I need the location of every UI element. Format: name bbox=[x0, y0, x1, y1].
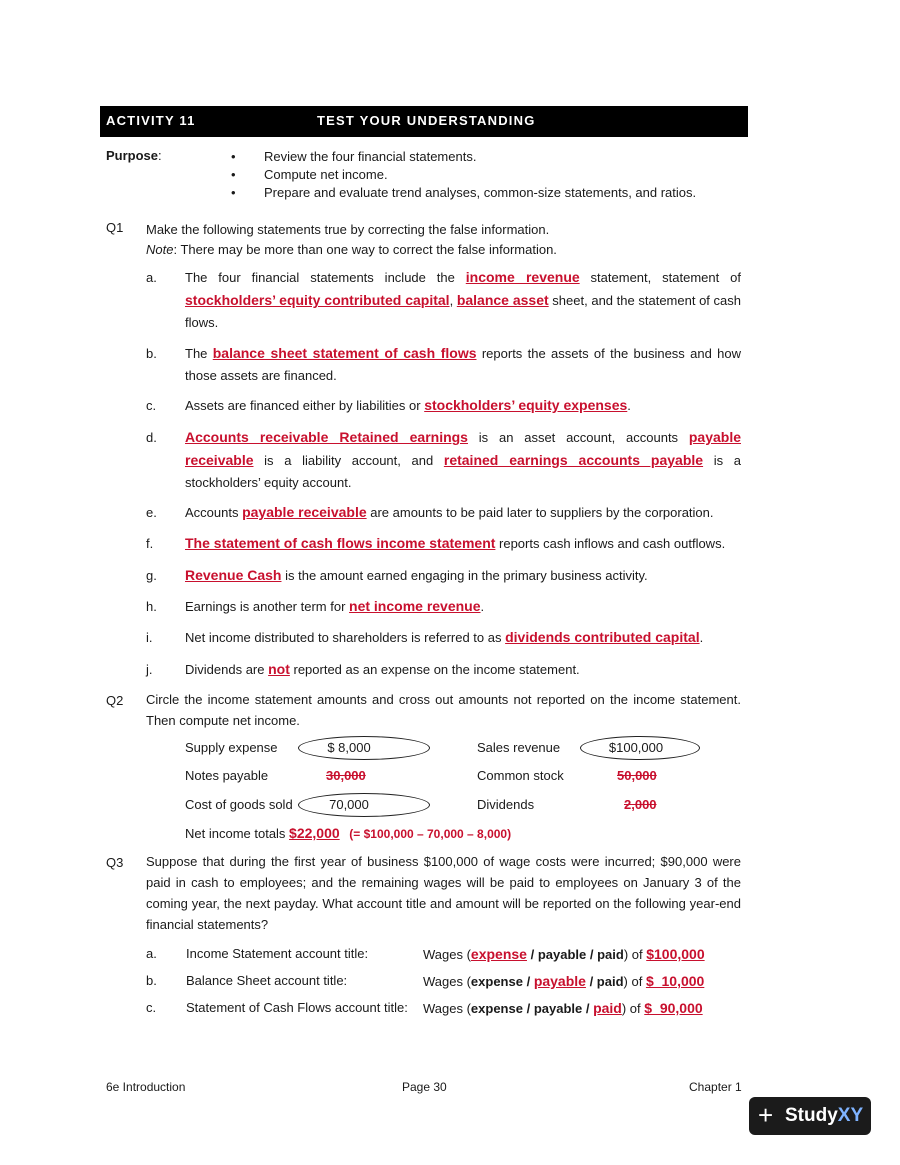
q1-number: Q1 bbox=[106, 220, 124, 235]
q1-item-f: The statement of cash flows income statement reports cash inflows and cash outflows. bbox=[185, 535, 726, 551]
q1-item-j: Dividends are not reported as an expense on the income statement. bbox=[185, 661, 580, 677]
q1-item-g: Revenue Cash is the amount earned engaging in the primary business activity. bbox=[185, 567, 648, 583]
q3-number: Q3 bbox=[106, 855, 124, 870]
supply-expense-circle: $ 8,000 bbox=[298, 736, 430, 760]
q2-instructions: Circle the income statement amounts and cross out amounts not reported on the income statement. Then compute net income. bbox=[146, 692, 741, 728]
logo-text: StudyXY bbox=[785, 1105, 864, 1126]
footer-left: 6e Introduction bbox=[106, 1080, 186, 1094]
purpose-label: Purpose: bbox=[106, 148, 162, 163]
item-letter: h. bbox=[146, 599, 157, 614]
q2-number: Q2 bbox=[106, 693, 124, 708]
net-income-line: Net income totals $22,000 (= $100,000 – 70,000 – 8,000) bbox=[185, 825, 512, 841]
dividends-struck: 2,000 bbox=[624, 797, 657, 812]
q1-item-e: Accounts payable receivable are amounts to be paid later to suppliers by the corporation. bbox=[185, 504, 714, 520]
footer-right: Chapter 1 bbox=[689, 1080, 742, 1094]
q1-item-c: Assets are financed either by liabilities or stockholders’ equity expenses. bbox=[185, 397, 631, 413]
purpose-item: • Compute net income. bbox=[231, 167, 388, 182]
item-letter: c. bbox=[146, 398, 157, 413]
sales-revenue-circle: $100,000 bbox=[580, 736, 700, 760]
cogs-label: Cost of goods sold bbox=[185, 797, 293, 812]
purpose-list bbox=[231, 148, 696, 202]
studyxy-logo[interactable] bbox=[749, 1097, 871, 1135]
q1-instructions: Make the following statements true by correcting the false information. Note: There may be more than one way to correct the false information. bbox=[146, 222, 557, 257]
dividends-label: Dividends bbox=[477, 797, 535, 812]
common-stock-label: Common stock bbox=[477, 768, 564, 783]
supply-expense-label: Supply expense bbox=[185, 740, 278, 755]
item-letter: e. bbox=[146, 505, 157, 520]
q1-item-a: The four financial statements include the income revenue statement, statement of stockholders’ equity contributed capital, balance asset sheet, and the statement of cash flows. bbox=[185, 269, 742, 330]
q1-item-h: Earnings is another term for net income revenue. bbox=[185, 598, 485, 614]
cogs-circle: 70,000 bbox=[298, 793, 430, 817]
q1-item-d: Accounts receivable Retained earnings is an asset account, accounts payable receivable is a liability account, and retained earnings accounts payable is a stockholders’ equity account. bbox=[185, 429, 741, 490]
notes-payable-label: Notes payable bbox=[185, 768, 269, 783]
item-letter: j. bbox=[146, 662, 153, 677]
q1-item-b: The balance sheet statement of cash flows reports the assets of the business and how those assets are financed. bbox=[185, 345, 741, 383]
item-letter: f. bbox=[146, 536, 154, 551]
sales-revenue-label: Sales revenue bbox=[477, 740, 561, 755]
activity-number: ACTIVITY 11 bbox=[106, 113, 196, 128]
activity-title: TEST YOUR UNDERSTANDING bbox=[317, 113, 536, 128]
notes-payable-struck: 30,000 bbox=[326, 768, 366, 783]
purpose-item: • Prepare and evaluate trend analyses, common-size statements, and ratios. bbox=[231, 185, 697, 200]
purpose-item: • Review the four financial statements. bbox=[231, 149, 477, 164]
item-letter: a. bbox=[146, 270, 157, 285]
footer-page: Page 30 bbox=[402, 1080, 447, 1094]
q1-item-i: Net income distributed to shareholders is referred to as dividends contributed capital. bbox=[185, 629, 704, 645]
item-letter: i. bbox=[146, 630, 153, 645]
item-letter: b. bbox=[146, 346, 157, 361]
activity-header bbox=[100, 106, 748, 137]
item-letter: g. bbox=[146, 568, 157, 583]
plus-icon: + bbox=[758, 1100, 774, 1130]
q3-instructions: Suppose that during the first year of business $100,000 of wage costs were incurred; $90,000 were paid in cash to employees; and the remaining wages will be paid to employees on January 3 of the coming year, the next payday. What account title and amount will be reported on the following year-end financial statements? bbox=[146, 854, 741, 932]
common-stock-struck: 50,000 bbox=[617, 768, 657, 783]
item-letter: d. bbox=[146, 430, 157, 445]
